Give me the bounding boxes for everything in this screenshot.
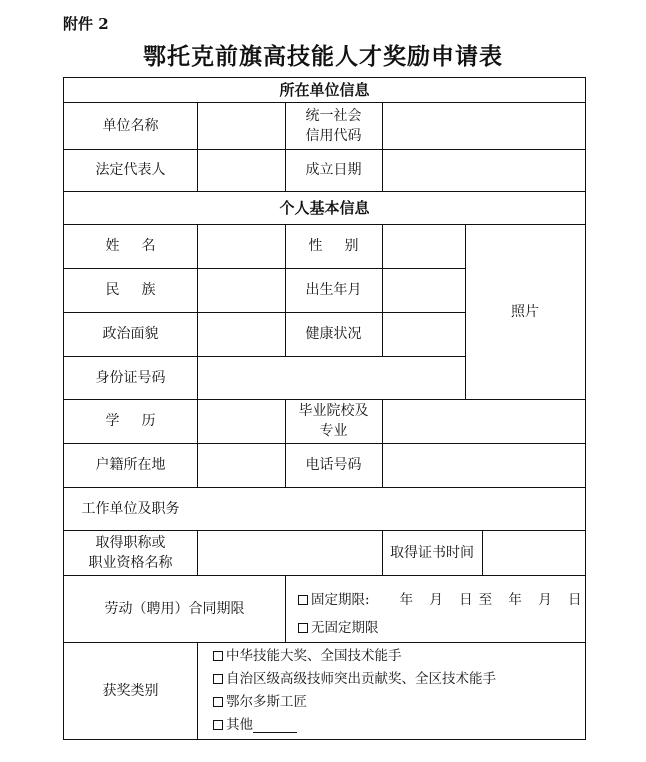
unit-name-label: 单位名称 <box>102 117 159 134</box>
credit-code-label <box>285 102 382 149</box>
credit-code-field[interactable] <box>382 102 585 149</box>
unit-info-header: 所在单位信息 <box>279 81 370 99</box>
cert-time-field[interactable] <box>482 530 585 575</box>
contract-open-label: 无固定期限 <box>311 620 379 636</box>
contract-date-range: 年 月 日至 年 月 日 <box>399 592 588 608</box>
gender-label: 性别 <box>308 238 381 254</box>
contract-fixed-option[interactable] <box>298 590 588 610</box>
education-field[interactable] <box>197 399 285 443</box>
contract-fixed-label: 固定期限: <box>311 592 370 608</box>
phone-field[interactable] <box>382 443 585 487</box>
name-label: 姓名 <box>105 238 178 254</box>
award-option-regional[interactable] <box>213 669 496 689</box>
name-field[interactable] <box>197 224 285 268</box>
founded-field[interactable] <box>382 149 585 191</box>
award-option-label: 自治区级高级技师突出贡献奖、全区技术能手 <box>226 671 496 687</box>
ethnicity-field[interactable] <box>197 268 285 312</box>
hukou-field[interactable] <box>197 443 285 487</box>
award-option-label: 鄂尔多斯工匠 <box>226 694 307 710</box>
award-option-national[interactable] <box>213 646 402 666</box>
credit-code-label-line1: 统一社会 <box>305 107 362 124</box>
qualification-field[interactable] <box>197 530 382 575</box>
legal-rep-field[interactable] <box>197 149 285 191</box>
contract-open-option[interactable] <box>298 618 379 638</box>
checkbox-icon[interactable] <box>213 651 223 661</box>
school-label-line2: 专业 <box>319 423 348 439</box>
checkbox-icon[interactable] <box>298 623 308 633</box>
ethnicity-label: 民族 <box>105 282 178 298</box>
cert-time-label: 取得证书时间 <box>390 544 474 561</box>
id-number-label: 身份证号码 <box>95 369 166 386</box>
award-option-other[interactable] <box>213 715 297 735</box>
qualification-label-line2: 职业资格名称 <box>88 554 173 571</box>
employer-label: 工作单位及职务 <box>81 500 180 517</box>
checkbox-icon[interactable] <box>213 697 223 707</box>
school-label <box>285 399 382 443</box>
phone-label: 电话号码 <box>305 457 362 473</box>
school-field[interactable] <box>382 399 585 443</box>
other-blank-line[interactable] <box>253 718 297 733</box>
founded-label: 成立日期 <box>305 162 362 178</box>
attachment-label: 附件 2 <box>63 15 109 33</box>
legal-rep-label: 法定代表人 <box>95 162 166 178</box>
politics-field[interactable] <box>197 312 285 356</box>
qualification-label-line1: 取得职称或 <box>95 534 166 551</box>
qualification-label <box>64 530 197 575</box>
personal-info-header: 个人基本信息 <box>279 198 370 217</box>
birth-field[interactable] <box>382 268 465 312</box>
politics-label: 政治面貌 <box>102 326 159 342</box>
health-label: 健康状况 <box>305 326 362 342</box>
photo-box[interactable]: 照片 <box>511 303 539 320</box>
form-title: 鄂托克前旗高技能人才奖励申请表 <box>143 43 503 70</box>
id-number-field[interactable] <box>197 356 465 399</box>
birth-label: 出生年月 <box>305 282 362 298</box>
employer-field[interactable] <box>197 487 585 530</box>
education-label: 学历 <box>105 413 178 429</box>
health-field[interactable] <box>382 312 465 356</box>
award-option-ordos[interactable] <box>213 692 307 712</box>
gender-field[interactable] <box>382 224 465 268</box>
checkbox-icon[interactable] <box>298 595 308 605</box>
checkbox-icon[interactable] <box>213 720 223 730</box>
application-table <box>63 77 586 740</box>
checkbox-icon[interactable] <box>213 674 223 684</box>
award-type-label: 获奖类别 <box>102 682 159 699</box>
award-option-label: 其他 <box>226 717 253 733</box>
credit-code-label-line2: 信用代码 <box>305 127 362 144</box>
unit-name-field[interactable] <box>197 102 285 149</box>
school-label-line1: 毕业院校及 <box>298 403 369 419</box>
hukou-label: 户籍所在地 <box>95 457 166 473</box>
award-option-label: 中华技能大奖、全国技术能手 <box>226 648 402 664</box>
contract-label: 劳动（聘用）合同期限 <box>104 600 245 617</box>
